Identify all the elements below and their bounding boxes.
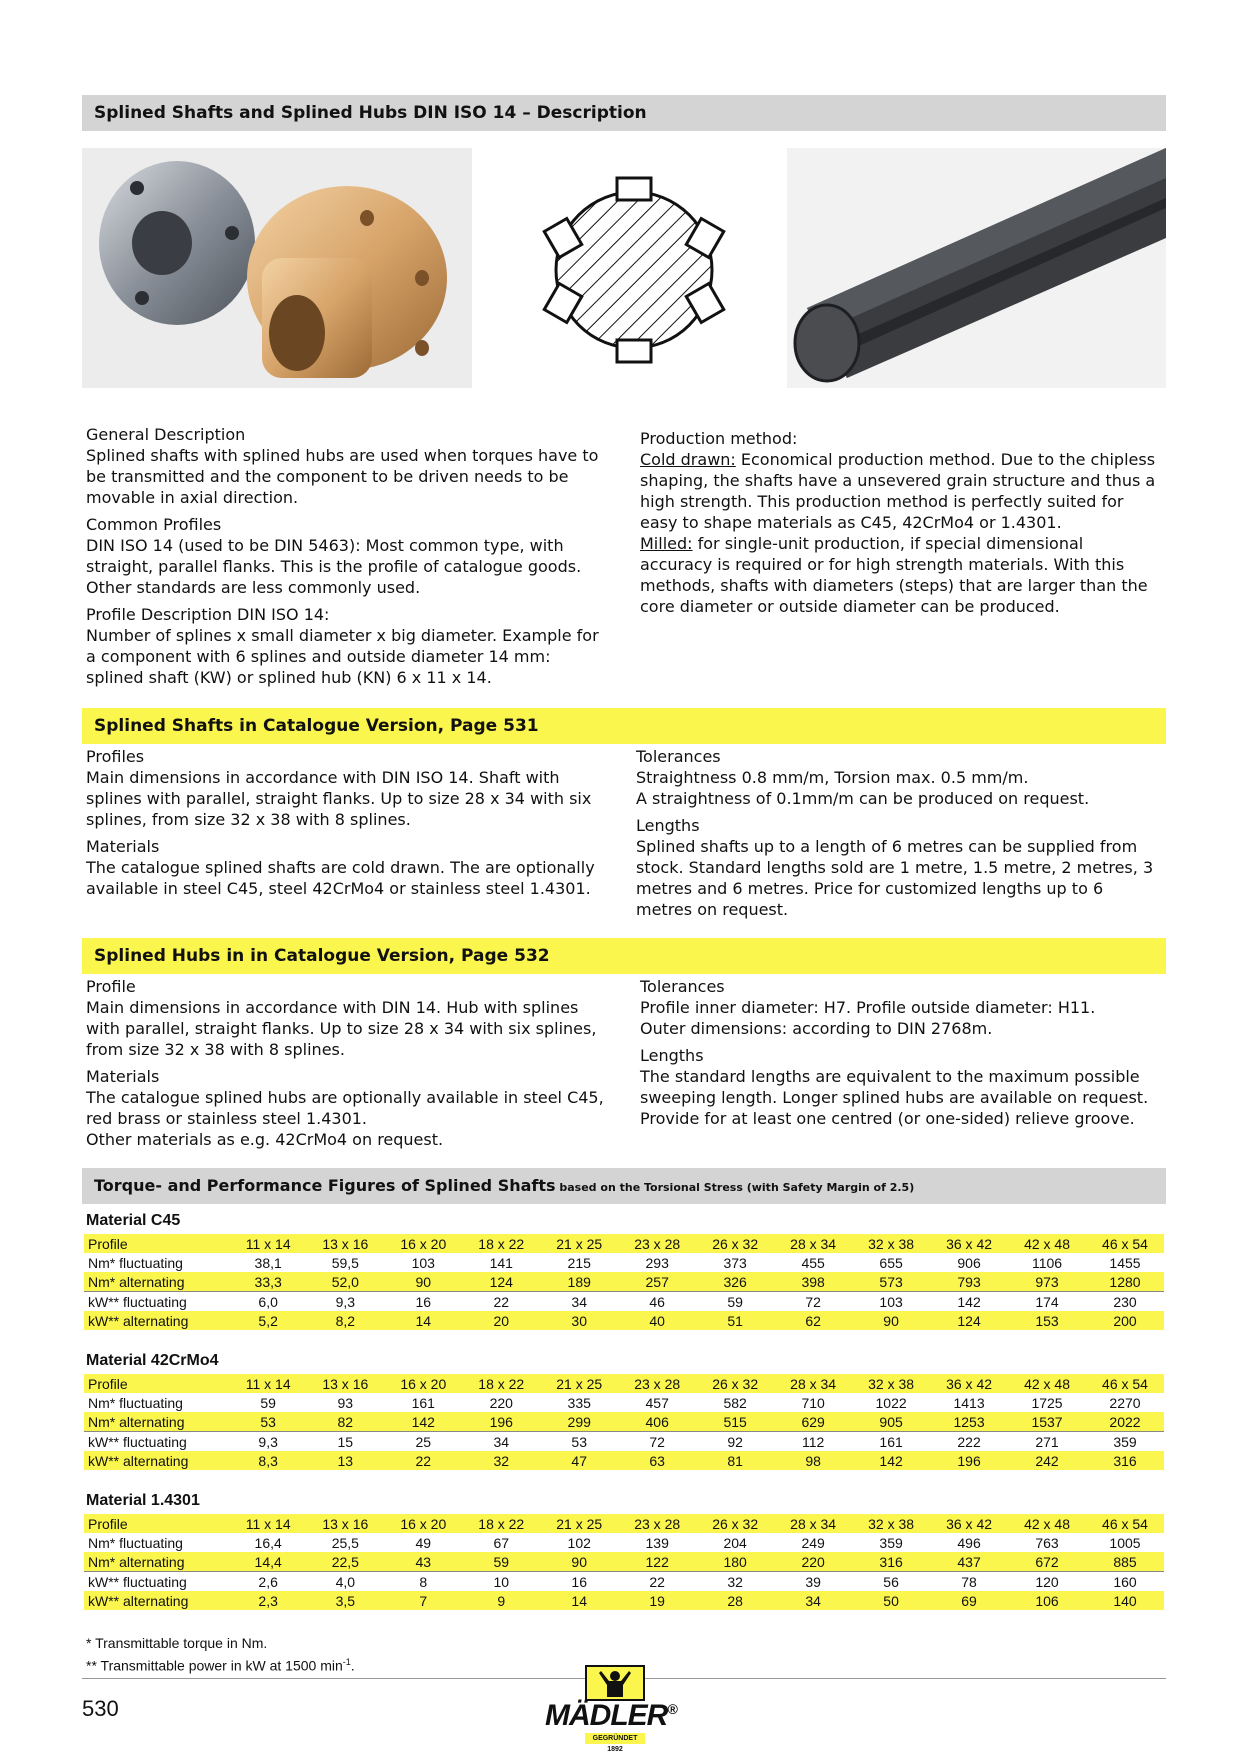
table-cell: 67 <box>493 1534 510 1551</box>
table-cell: 22 <box>618 1572 696 1592</box>
table-cell: 18 x 22 <box>462 1514 540 1533</box>
row-label: Nm* alternating <box>84 1272 230 1292</box>
table-cell: 16 x 20 <box>384 1234 462 1253</box>
table-cell: 16 <box>384 1292 462 1312</box>
table-cell: 1725 <box>1031 1394 1063 1411</box>
table-row <box>84 1272 1164 1292</box>
table-cell: 763 <box>1035 1534 1059 1551</box>
table-cell: 32 <box>696 1572 774 1592</box>
table-cell: 33,3 <box>230 1272 306 1292</box>
table-cell: 257 <box>618 1272 696 1292</box>
table-cell: 222 <box>930 1432 1008 1452</box>
table-cell: 2,6 <box>230 1572 306 1592</box>
footnote-power: ** Transmittable power in kW at 1500 $\min^{-1}$. <box>86 1657 355 1674</box>
table-cell: 1005 <box>1109 1534 1141 1551</box>
table-cell: 82 <box>306 1412 384 1432</box>
shafts-tolerances-text2: A straightness of 0.1mm/m can be produced on request. <box>636 789 1090 808</box>
table-cell: 359 <box>879 1534 903 1551</box>
table-cell: 22,5 <box>306 1552 384 1572</box>
shafts-profiles-title: Profiles <box>86 747 145 766</box>
row-label: kW** fluctuating <box>84 1572 230 1592</box>
shafts-materials-title: Materials <box>86 837 160 856</box>
table-cell: 19 <box>618 1591 696 1610</box>
table-cell: 204 <box>723 1534 747 1551</box>
table-row <box>84 1393 1164 1412</box>
general-description-title: General Description <box>86 425 246 444</box>
table-cell: 8 <box>384 1572 462 1592</box>
table-cell: 32 x 38 <box>852 1234 930 1253</box>
table-cell: 112 <box>774 1432 852 1452</box>
table-cell: 102 <box>567 1534 591 1551</box>
row-label: Nm* fluctuating <box>88 1254 183 1271</box>
row-label: kW** fluctuating <box>84 1292 230 1312</box>
section-header-hubs: Splined Hubs in in Catalogue Version, Page 532 <box>82 938 1166 974</box>
table-cell: 220 <box>489 1394 513 1411</box>
table-cell: 153 <box>1008 1311 1086 1330</box>
table-cell: 46 x 54 <box>1086 1234 1164 1253</box>
table-cell: 13 x 16 <box>306 1234 384 1253</box>
table-cell: 93 <box>337 1394 354 1411</box>
table-cell: 42 x 48 <box>1008 1374 1086 1393</box>
row-label: Nm* fluctuating <box>88 1394 183 1411</box>
madler-logo <box>545 1665 715 1753</box>
shafts-materials-text: The catalogue splined shafts are cold drawn. The are optionally available in steel C45, steel 42CrMo4 or stainless steel 1.4301. <box>86 858 595 898</box>
table-cell: 43 <box>384 1552 462 1572</box>
table-cell: 59,5 <box>331 1254 359 1271</box>
shaft-image-icon <box>787 148 1166 388</box>
table-cell: 6,0 <box>230 1292 306 1312</box>
table-cell: 249 <box>801 1534 825 1551</box>
table-cell: 3,5 <box>306 1591 384 1610</box>
table-cell: 34 <box>774 1591 852 1610</box>
logo-text: MÄDLER® <box>545 1699 677 1732</box>
table-cell: 120 <box>1008 1572 1086 1592</box>
shafts-lengths-title: Lengths <box>636 816 700 835</box>
table-cell: 42 x 48 <box>1008 1514 1086 1533</box>
table-cell: 2022 <box>1086 1412 1164 1432</box>
hubs-tolerances-text2: Outer dimensions: according to DIN 2768m. <box>640 1019 993 1038</box>
table-title-c45: Material C45 <box>86 1212 181 1229</box>
table-cell: 1253 <box>930 1412 1008 1432</box>
table-cell: 32 x 38 <box>852 1514 930 1533</box>
table-cell: 161 <box>411 1394 435 1411</box>
hubs-right <box>640 976 1165 1135</box>
table-cell: 885 <box>1086 1552 1164 1572</box>
table-cell: 122 <box>618 1552 696 1572</box>
table-row <box>84 1514 1164 1533</box>
table-cell: 220 <box>774 1552 852 1572</box>
table-cell: 793 <box>930 1272 1008 1292</box>
table-cell: 180 <box>696 1552 774 1572</box>
table-cell: 271 <box>1008 1432 1086 1452</box>
table-row <box>84 1591 1164 1610</box>
table-cell: 34 <box>540 1292 618 1312</box>
row-label: Profile <box>84 1234 230 1253</box>
table-cell: 16,4 <box>254 1534 282 1551</box>
spline-cross-section-icon <box>472 148 787 388</box>
table-cell: 59 <box>260 1394 276 1411</box>
table-cell: 142 <box>930 1292 1008 1312</box>
table-cell: 11 x 14 <box>230 1234 306 1253</box>
table-cell: 92 <box>696 1432 774 1452</box>
table-cell: 18 x 22 <box>462 1374 540 1393</box>
table-cell: 13 x 16 <box>306 1374 384 1393</box>
logo-figure-icon <box>585 1665 645 1701</box>
table-cell: 52,0 <box>306 1272 384 1292</box>
table-cell: 437 <box>930 1552 1008 1572</box>
table-cell: 21 x 25 <box>540 1514 618 1533</box>
general-description-text: Splined shafts with splined hubs are used when torques have to be transmitted and the component to be driven needs to be movable in axial direction. <box>86 446 599 507</box>
table-cell: 496 <box>957 1534 981 1551</box>
table-cell: 18 x 22 <box>462 1234 540 1253</box>
table-cell: 23 x 28 <box>618 1374 696 1393</box>
hubs-materials-text2: Other materials as e.g. 42CrMo4 on request. <box>86 1130 444 1149</box>
table-cell: 2270 <box>1109 1394 1141 1411</box>
table-cell: 142 <box>852 1451 930 1470</box>
table-cell: 38,1 <box>254 1254 282 1271</box>
table-cell: 1106 <box>1031 1254 1063 1271</box>
table-row <box>84 1234 1164 1253</box>
table-cell: 21 x 25 <box>540 1374 618 1393</box>
table-cell: 16 x 20 <box>384 1514 462 1533</box>
table-cell: 59 <box>462 1552 540 1572</box>
table-cell: 655 <box>879 1254 903 1271</box>
table-cell: 16 <box>540 1572 618 1592</box>
table-cell: 28 <box>696 1591 774 1610</box>
table-cell: 78 <box>930 1572 1008 1592</box>
table-cell: 50 <box>852 1591 930 1610</box>
table-cell: 30 <box>540 1311 618 1330</box>
table-cell: 174 <box>1008 1292 1086 1312</box>
hubs-lengths-title: Lengths <box>640 1046 704 1065</box>
row-label: Nm* alternating <box>84 1412 230 1432</box>
row-label: Profile <box>84 1514 230 1533</box>
table-cell: 14,4 <box>230 1552 306 1572</box>
table-cell: 46 <box>618 1292 696 1312</box>
table-cell: 672 <box>1008 1552 1086 1572</box>
table-title-42crmo4: Material 42CrMo4 <box>86 1352 219 1369</box>
page-number: 530 <box>82 1696 119 1721</box>
table-cell: 23 x 28 <box>618 1234 696 1253</box>
table-cell: 1537 <box>1008 1412 1086 1432</box>
shafts-right <box>636 746 1161 926</box>
table-cell: 56 <box>852 1572 930 1592</box>
table-cell: 26 x 32 <box>696 1374 774 1393</box>
table-cell: 90 <box>384 1272 462 1292</box>
cold-drawn-text: Cold drawn: Economical production method. Due to the chipless shaping, the shafts have a unsevered grain structure and thus a high strength. This production method is perfectly suited for easy to shape materials as C45, 42CrMo4 or 1.4301. <box>640 450 1156 532</box>
table-cell: 90 <box>540 1552 618 1572</box>
table-cell: 47 <box>540 1451 618 1470</box>
table-cell: 98 <box>774 1451 852 1470</box>
table-cell: 36 x 42 <box>930 1374 1008 1393</box>
profile-description-text: Number of splines x small diameter x big diameter. Example for a component with 6 splines and outside diameter 14 mm: splined shaft (KW) or splined hub (KN) 6 x 11 x 14. <box>86 626 599 687</box>
row-label: kW** alternating <box>84 1591 230 1610</box>
table-row <box>84 1451 1164 1470</box>
table-cell: 2,3 <box>230 1591 306 1610</box>
table-cell: 573 <box>852 1272 930 1292</box>
table-cell: 21 x 25 <box>540 1234 618 1253</box>
row-label: kW** alternating <box>84 1451 230 1470</box>
table-cell: 905 <box>852 1412 930 1432</box>
shafts-left <box>86 746 616 905</box>
table-cell: 81 <box>696 1451 774 1470</box>
table-cell: 49 <box>415 1534 432 1551</box>
table-cell: 373 <box>723 1254 747 1271</box>
table-cell: 196 <box>462 1412 540 1432</box>
table-cell: 40 <box>618 1311 696 1330</box>
shafts-profiles-text: Main dimensions in accordance with DIN ISO 14. Shaft with splines with parallel, straight flanks. Up to size 28 x 34 with six splines, from size 32 x 38 with 8 splines. <box>86 768 592 829</box>
common-profiles-text: DIN ISO 14 (used to be DIN 5463): Most common type, with straight, parallel flanks. This is the profile of catalogue goods. Other standards are less commonly used. <box>86 536 582 597</box>
table-cell: 124 <box>930 1311 1008 1330</box>
table-row <box>84 1374 1164 1393</box>
table-cell: 455 <box>801 1254 825 1271</box>
table-cell: 26 x 32 <box>696 1234 774 1253</box>
table-cell: 316 <box>852 1552 930 1572</box>
table-row <box>84 1311 1164 1330</box>
table-cell: 141 <box>489 1254 513 1271</box>
table-cell: 582 <box>723 1394 747 1411</box>
table-cell: 51 <box>696 1311 774 1330</box>
hubs-left <box>86 976 616 1156</box>
table-cell: 139 <box>645 1534 669 1551</box>
shafts-tolerances-text1: Straightness 0.8 mm/m, Torsion max. 0.5 mm/m. <box>636 768 1029 787</box>
common-profiles-title: Common Profiles <box>86 515 222 534</box>
table-cell: 20 <box>462 1311 540 1330</box>
table-cell: 42 x 48 <box>1008 1234 1086 1253</box>
table-cell: 23 x 28 <box>618 1514 696 1533</box>
table-cell: 326 <box>696 1272 774 1292</box>
table-row <box>84 1552 1164 1572</box>
section-header-torque: Torque- and Performance Figures of Splined Shafts based on the Torsional Stress (with Safety Margin of 2.5) <box>82 1168 1166 1204</box>
hub-image-icon <box>82 148 472 388</box>
table-cell: 9 <box>462 1591 540 1610</box>
table-cell: 106 <box>1008 1591 1086 1610</box>
table-cell: 515 <box>696 1412 774 1432</box>
table-cell: 14 <box>384 1311 462 1330</box>
milled-text: Milled: for single-unit production, if special dimensional accuracy is required or for high strength materials. With this methods, shafts with diameters (steps) that are larger than the core diameter or outside diameter can be produced. <box>640 534 1148 616</box>
table-title-14301: Material 1.4301 <box>86 1492 200 1509</box>
table-cell: 1022 <box>875 1394 907 1411</box>
table-cell: 200 <box>1086 1311 1164 1330</box>
table-cell: 53 <box>540 1432 618 1452</box>
table-cell: 46 x 54 <box>1086 1514 1164 1533</box>
table-cell: 9,3 <box>230 1432 306 1452</box>
table-cell: 4,0 <box>306 1572 384 1592</box>
hubs-materials-title: Materials <box>86 1067 160 1086</box>
hubs-lengths-text: The standard lengths are equivalent to the maximum possible sweeping length. Longer splined hubs are available on request. Provide for at least one centred (or one-sided) relieve groove. <box>640 1067 1149 1128</box>
product-photo-hubs <box>82 148 472 388</box>
table-cell: 8,3 <box>230 1451 306 1470</box>
table-cell: 25,5 <box>331 1534 359 1551</box>
section-header-description: Splined Shafts and Splined Hubs DIN ISO 14 – Description <box>82 95 1166 131</box>
row-label: Nm* alternating <box>84 1552 230 1572</box>
table-cell: 36 x 42 <box>930 1514 1008 1533</box>
table-cell: 13 <box>306 1451 384 1470</box>
table-cell: 140 <box>1086 1591 1164 1610</box>
table-cell: 72 <box>618 1432 696 1452</box>
table-cell: 629 <box>774 1412 852 1432</box>
table-cell: 7 <box>384 1591 462 1610</box>
row-label: kW** alternating <box>84 1311 230 1330</box>
table-cell: 28 x 34 <box>774 1514 852 1533</box>
table-cell: 90 <box>852 1311 930 1330</box>
table-cell: 1280 <box>1086 1272 1164 1292</box>
table-cell: 11 x 14 <box>230 1374 306 1393</box>
table-cell: 906 <box>957 1254 981 1271</box>
table-cell: 161 <box>852 1432 930 1452</box>
table-cell: 8,2 <box>306 1311 384 1330</box>
table-cell: 335 <box>567 1394 591 1411</box>
table-cell: 34 <box>462 1432 540 1452</box>
table-cell: 242 <box>1008 1451 1086 1470</box>
table-cell: 16 x 20 <box>384 1374 462 1393</box>
row-label: Profile <box>84 1374 230 1393</box>
table-cell: 5,2 <box>230 1311 306 1330</box>
table-cell: 103 <box>852 1292 930 1312</box>
table-cell: 25 <box>384 1432 462 1452</box>
production-method <box>640 428 1160 623</box>
table-cell: 406 <box>618 1412 696 1432</box>
table-cell: 11 x 14 <box>230 1514 306 1533</box>
table-row <box>84 1533 1164 1552</box>
table-cell: 28 x 34 <box>774 1374 852 1393</box>
shafts-lengths-text: Splined shafts up to a length of 6 metres can be supplied from stock. Standard lengths sold are 1 metre, 1.5 metre, 2 metres, 3 metres and 6 metres. Price for customized lengths up to 6 metres on request. <box>636 837 1154 919</box>
table-row <box>84 1432 1164 1452</box>
table-cell: 53 <box>230 1412 306 1432</box>
table-cell: 1413 <box>953 1394 985 1411</box>
row-label: Nm* fluctuating <box>88 1534 183 1551</box>
table-cell: 189 <box>540 1272 618 1292</box>
section-header-shafts: Splined Shafts in Catalogue Version, Page 531 <box>82 708 1166 744</box>
spline-profile-drawing <box>472 148 787 388</box>
table-c45 <box>84 1234 1164 1330</box>
table-cell: 69 <box>930 1591 1008 1610</box>
table-cell: 62 <box>774 1311 852 1330</box>
footnote-torque: * Transmittable torque in Nm. <box>86 1635 268 1651</box>
table-cell: 124 <box>462 1272 540 1292</box>
table-cell: 32 <box>462 1451 540 1470</box>
table-cell: 230 <box>1086 1292 1164 1312</box>
logo-subtitle: GEGRÜNDET 1892 <box>585 1733 645 1744</box>
table-row <box>84 1253 1164 1272</box>
table-cell: 13 x 16 <box>306 1514 384 1533</box>
table-cell: 46 x 54 <box>1086 1374 1164 1393</box>
table-cell: 9,3 <box>306 1292 384 1312</box>
profile-description-title: Profile Description DIN ISO 14: <box>86 605 330 624</box>
table-cell: 103 <box>411 1254 435 1271</box>
table-cell: 973 <box>1008 1272 1086 1292</box>
table-cell: 299 <box>540 1412 618 1432</box>
hubs-tolerances-text1: Profile inner diameter: H7. Profile outside diameter: H11. <box>640 998 1096 1017</box>
table-row <box>84 1572 1164 1592</box>
table-cell: 72 <box>774 1292 852 1312</box>
table-cell: 160 <box>1086 1572 1164 1592</box>
row-label: kW** fluctuating <box>84 1432 230 1452</box>
table-cell: 316 <box>1086 1451 1164 1470</box>
production-method-title: Production method: <box>640 429 798 448</box>
table-cell: 10 <box>462 1572 540 1592</box>
table-cell: 28 x 34 <box>774 1234 852 1253</box>
table-cell: 32 x 38 <box>852 1374 930 1393</box>
table-cell: 398 <box>774 1272 852 1292</box>
table-cell: 215 <box>567 1254 591 1271</box>
table-cell: 196 <box>930 1451 1008 1470</box>
hubs-profile-text: Main dimensions in accordance with DIN 14. Hub with splines with parallel, straight flanks. Up to size 28 x 34 with six splines, from size 32 x 38 with 8 splines. <box>86 998 597 1059</box>
table-cell: 1455 <box>1109 1254 1141 1271</box>
table-cell: 22 <box>462 1292 540 1312</box>
table-cell: 36 x 42 <box>930 1234 1008 1253</box>
table-cell: 14 <box>540 1591 618 1610</box>
table-cell: 293 <box>645 1254 669 1271</box>
table-cell: 59 <box>696 1292 774 1312</box>
table-cell: 63 <box>618 1451 696 1470</box>
table-42crmo4 <box>84 1374 1164 1470</box>
product-photo-shaft <box>787 148 1166 388</box>
table-cell: 710 <box>801 1394 825 1411</box>
hubs-tolerances-title: Tolerances <box>640 977 725 996</box>
table-cell: 39 <box>774 1572 852 1592</box>
table-cell: 142 <box>384 1412 462 1432</box>
table-cell: 359 <box>1086 1432 1164 1452</box>
shafts-tolerances-title: Tolerances <box>636 747 721 766</box>
general-description <box>86 424 606 694</box>
table-14301 <box>84 1514 1164 1610</box>
table-row <box>84 1292 1164 1312</box>
table-cell: 15 <box>306 1432 384 1452</box>
table-cell: 26 x 32 <box>696 1514 774 1533</box>
table-cell: 22 <box>384 1451 462 1470</box>
hubs-profile-title: Profile <box>86 977 136 996</box>
hubs-materials-text1: The catalogue splined hubs are optionally available in steel C45, red brass or stainless steel 1.4301. <box>86 1088 604 1128</box>
table-cell: 457 <box>645 1394 669 1411</box>
table-row <box>84 1412 1164 1432</box>
